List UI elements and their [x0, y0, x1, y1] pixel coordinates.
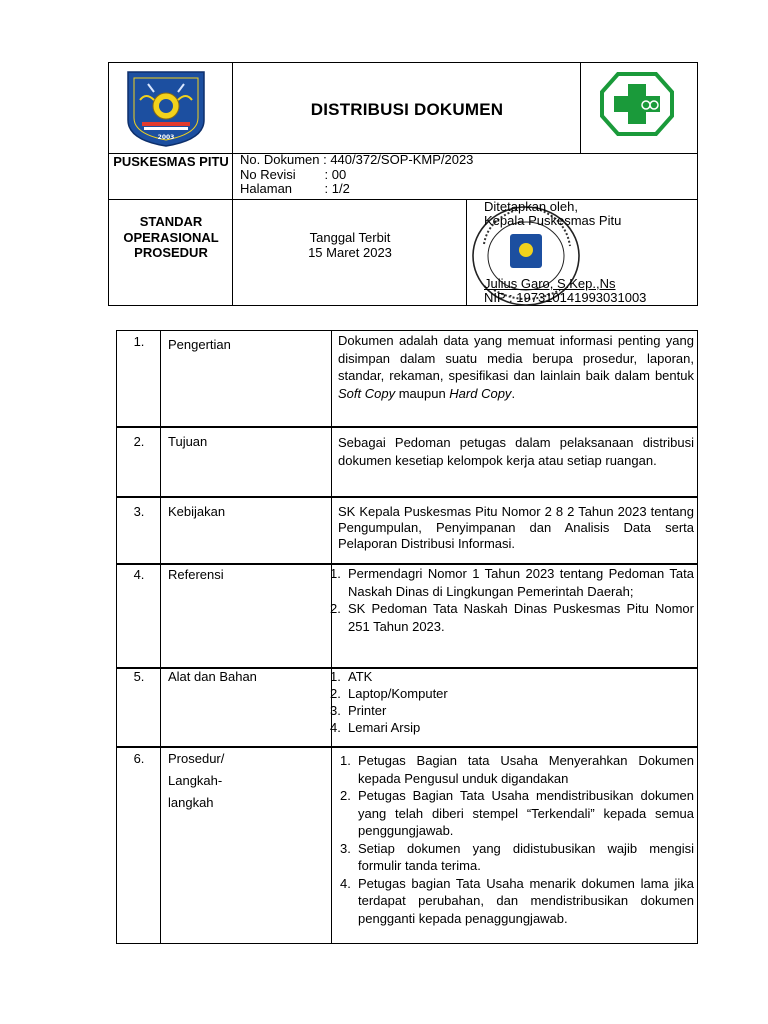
list-item: 4. Petugas bagian Tata Usaha menarik dokumen lama jika terdapat perubahan, dan mendistribusikan dokumen pengganti kepada penaggungjawab.: [340, 875, 694, 926]
row-label: Pengertian: [168, 337, 231, 352]
list-item: 3. Setiap dokumen yang didistubusikan wajib mengisi formulir tanda terima.: [340, 840, 694, 873]
row-number: 4.: [133, 567, 145, 582]
list-item: 2. Petugas Bagian Tata Usaha mendistribusikan dokumen yang telah diberi stempel “Terkendali” kepada semua penggungjawab.: [340, 788, 694, 838]
table-row: [116, 668, 698, 747]
table-row: [116, 330, 698, 427]
list-item: 1. Petugas Bagian tata Usaha Menyerahkan Dokumen kepada Pengusul unduk digandakan: [340, 753, 694, 786]
row-label: Tujuan: [168, 434, 208, 449]
row-content: Sebagai Pedoman petugas dalam pelaksanaan distribusi dokumen kesetiap kelompok kerja atau setiap ruangan.: [338, 435, 694, 468]
row-content: SK Kepala Puskesmas Pitu Nomor 2 8 2 Tahun 2023 tentang Pengumpulan, Penyimpanan dan Analisis Data serta Pelaporan Distribusi Informasi.: [338, 504, 694, 551]
signer-nip: NIP : 197310141993031003: [484, 290, 647, 305]
issue-date-label: Tanggal Terbit: [309, 230, 391, 245]
divider: [580, 62, 581, 154]
table-row: [116, 564, 698, 668]
divider: [108, 199, 698, 200]
table-row: [116, 497, 698, 564]
regency-logo-icon: [126, 70, 206, 148]
divider: [466, 200, 467, 306]
row-content: [330, 668, 694, 736]
row-content: [330, 565, 694, 635]
puskesmas-cross-icon: [598, 70, 676, 138]
list-item: 3. Printer: [330, 703, 387, 718]
row-number: 5.: [133, 669, 145, 684]
signer-label: Ditetapkan oleh,: [484, 199, 578, 214]
svg-text:2003: 2003: [157, 134, 175, 141]
signer-name: Julius Garo, S.Kep.,Ns: [484, 276, 616, 291]
list-item: 4. Lemari Arsip: [330, 720, 421, 735]
row-label: Referensi: [168, 567, 224, 582]
list-item: 2. SK Pedoman Tata Naskah Dinas Puskesmas Pitu Nomor 251 Tahun 2023.: [330, 601, 694, 634]
row-label: Kebijakan: [168, 504, 226, 519]
row-content: [340, 752, 694, 927]
table-row: [116, 427, 698, 497]
document-title: DISTRIBUSI DOKUMEN: [310, 100, 504, 119]
organization-name: PUSKESMAS PITU: [113, 154, 229, 169]
row-number: 3.: [133, 504, 145, 519]
row-number: 6.: [133, 751, 145, 766]
signer-role: Kepala Puskesmas Pitu: [484, 213, 622, 228]
issue-date-block: [234, 230, 466, 260]
row-content: Dokumen adalah data yang memuat informasi penting yang disimpan dalam suatu media berupa prosedur, laporan, standar, rekaman, spesifikasi dan lainlain baik dalam bentuk Soft Copy maupun Hard Copy.: [338, 333, 694, 401]
table-row: [116, 747, 698, 944]
list-item: 1. Permendagri Nomor 1 Tahun 2023 tentang Pedoman Tata Naskah Dinas di Lingkungan Pemerintah Daerah;: [330, 566, 694, 599]
row-label: Alat dan Bahan: [168, 669, 257, 684]
sop-label: STANDAR OPERASIONAL PROSEDUR: [123, 214, 219, 260]
divider: [232, 62, 233, 306]
row-number: 1.: [133, 334, 145, 349]
row-number: 2.: [133, 434, 145, 449]
list-item: 2. Laptop/Komputer: [330, 686, 448, 701]
row-label: Prosedur/ Langkah- langkah: [168, 751, 225, 810]
document-info: No. Dokumen : 440/372/SOP-KMP/2023 No Revisi : 00 Halaman : 1/2: [240, 152, 474, 196]
issue-date: 15 Maret 2023: [308, 245, 392, 260]
list-item: 1. ATK: [330, 669, 373, 684]
